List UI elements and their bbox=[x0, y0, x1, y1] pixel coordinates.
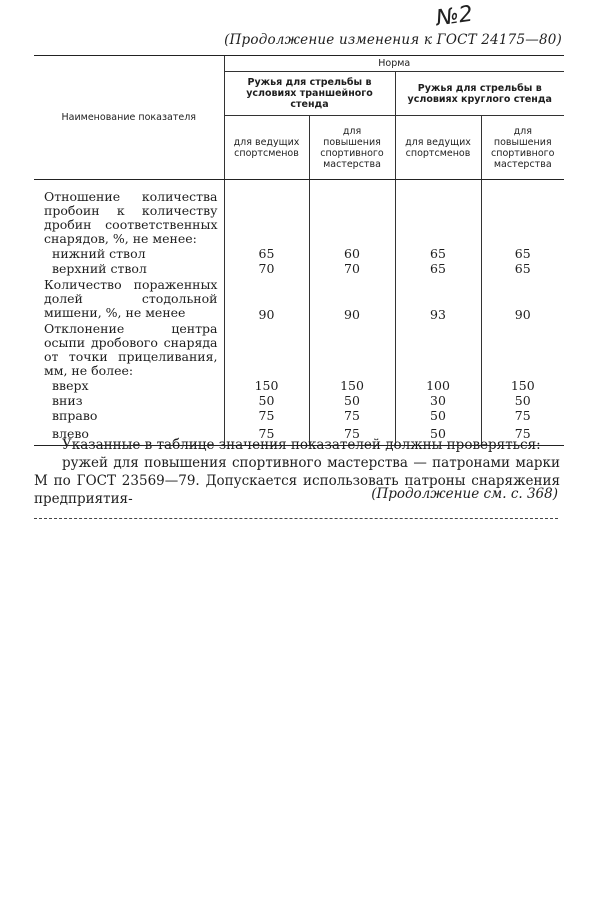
cell-value: 30 bbox=[395, 393, 481, 408]
body-paragraph: ружей для повышения спортивного мастерства — патронами марки М по ГОСТ 23569—79. Допускается использовать патроны снаряжения предприятия- bbox=[34, 455, 560, 507]
col-name-header: Наименование показателя bbox=[34, 56, 224, 180]
page-divider bbox=[34, 518, 558, 519]
norms-table bbox=[34, 55, 564, 446]
row-label: нижний ствол bbox=[52, 245, 146, 261]
table-note: Указанные в таблице значения показателей должны проверяться: bbox=[62, 437, 541, 453]
row-label: Количество пораженных долей стодольной мишени, %, не менее bbox=[44, 277, 218, 320]
table-row bbox=[34, 408, 564, 423]
continuation-note: (Продолжение см. с. 368) bbox=[371, 486, 558, 502]
cell-value: 65 bbox=[481, 246, 564, 261]
row-label: вниз bbox=[52, 392, 83, 408]
table-row bbox=[34, 393, 564, 408]
cell-value: 90 bbox=[224, 276, 309, 322]
cell-value: 75 bbox=[481, 408, 564, 423]
cell-value: 50 bbox=[481, 393, 564, 408]
handwritten-note: №2 bbox=[434, 1, 475, 32]
header-reference: (Продолжение изменения к ГОСТ 24175—80) bbox=[224, 32, 562, 48]
cell-value bbox=[395, 180, 481, 247]
cell-value: 93 bbox=[395, 276, 481, 322]
cell-value: 100 bbox=[395, 378, 481, 393]
group2-header: Ружья для стрельбы в условиях круглого стенда bbox=[395, 72, 564, 116]
table-row bbox=[34, 261, 564, 276]
cell-value: 75 bbox=[224, 423, 309, 445]
row-label: Отклонение центра осыпи дробового снаряда от точки прицеливания, мм, не более: bbox=[44, 321, 218, 378]
cell-value bbox=[481, 180, 564, 247]
cell-value: 150 bbox=[224, 378, 309, 393]
cell-value bbox=[224, 322, 309, 378]
cell-value bbox=[224, 180, 309, 247]
table-row bbox=[34, 276, 564, 322]
cell-value: 65 bbox=[224, 246, 309, 261]
cell-value: 90 bbox=[309, 276, 395, 322]
row-label: вправо bbox=[52, 407, 98, 423]
table-row bbox=[34, 322, 564, 378]
table-row bbox=[34, 378, 564, 393]
sub-header-4: для повышения спортивного мастерства bbox=[481, 116, 564, 180]
cell-value: 65 bbox=[481, 261, 564, 276]
cell-value bbox=[309, 322, 395, 378]
cell-value: 65 bbox=[395, 246, 481, 261]
cell-value: 75 bbox=[309, 423, 395, 445]
cell-value: 50 bbox=[395, 408, 481, 423]
group1-header: Ружья для стрельбы в условиях траншейного стенда bbox=[224, 72, 395, 116]
cell-value: 60 bbox=[309, 246, 395, 261]
cell-value bbox=[309, 180, 395, 247]
row-label: Отношение количества пробоин к количеству дробин соответственных снарядов, %, не менее: bbox=[44, 189, 218, 246]
row-label: вверх bbox=[52, 377, 89, 393]
cell-value: 75 bbox=[309, 408, 395, 423]
sub-header-3: для ведущих спортсменов bbox=[395, 116, 481, 180]
sub-header-1: для ведущих спортсменов bbox=[224, 116, 309, 180]
cell-value: 50 bbox=[224, 393, 309, 408]
sub-header-2: для повышения спортивного мастерства bbox=[309, 116, 395, 180]
cell-value: 70 bbox=[224, 261, 309, 276]
cell-value bbox=[481, 322, 564, 378]
cell-value: 50 bbox=[309, 393, 395, 408]
table-row bbox=[34, 180, 564, 247]
cell-value: 150 bbox=[481, 378, 564, 393]
norm-header: Норма bbox=[224, 56, 564, 72]
cell-value: 70 bbox=[309, 261, 395, 276]
cell-value: 75 bbox=[481, 423, 564, 445]
cell-value: 65 bbox=[395, 261, 481, 276]
cell-value: 90 bbox=[481, 276, 564, 322]
row-label: влево bbox=[34, 423, 224, 445]
cell-value bbox=[395, 322, 481, 378]
table-row bbox=[34, 246, 564, 261]
cell-value: 150 bbox=[309, 378, 395, 393]
row-label: верхний ствол bbox=[52, 260, 147, 276]
cell-value: 75 bbox=[224, 408, 309, 423]
cell-value: 50 bbox=[395, 423, 481, 445]
